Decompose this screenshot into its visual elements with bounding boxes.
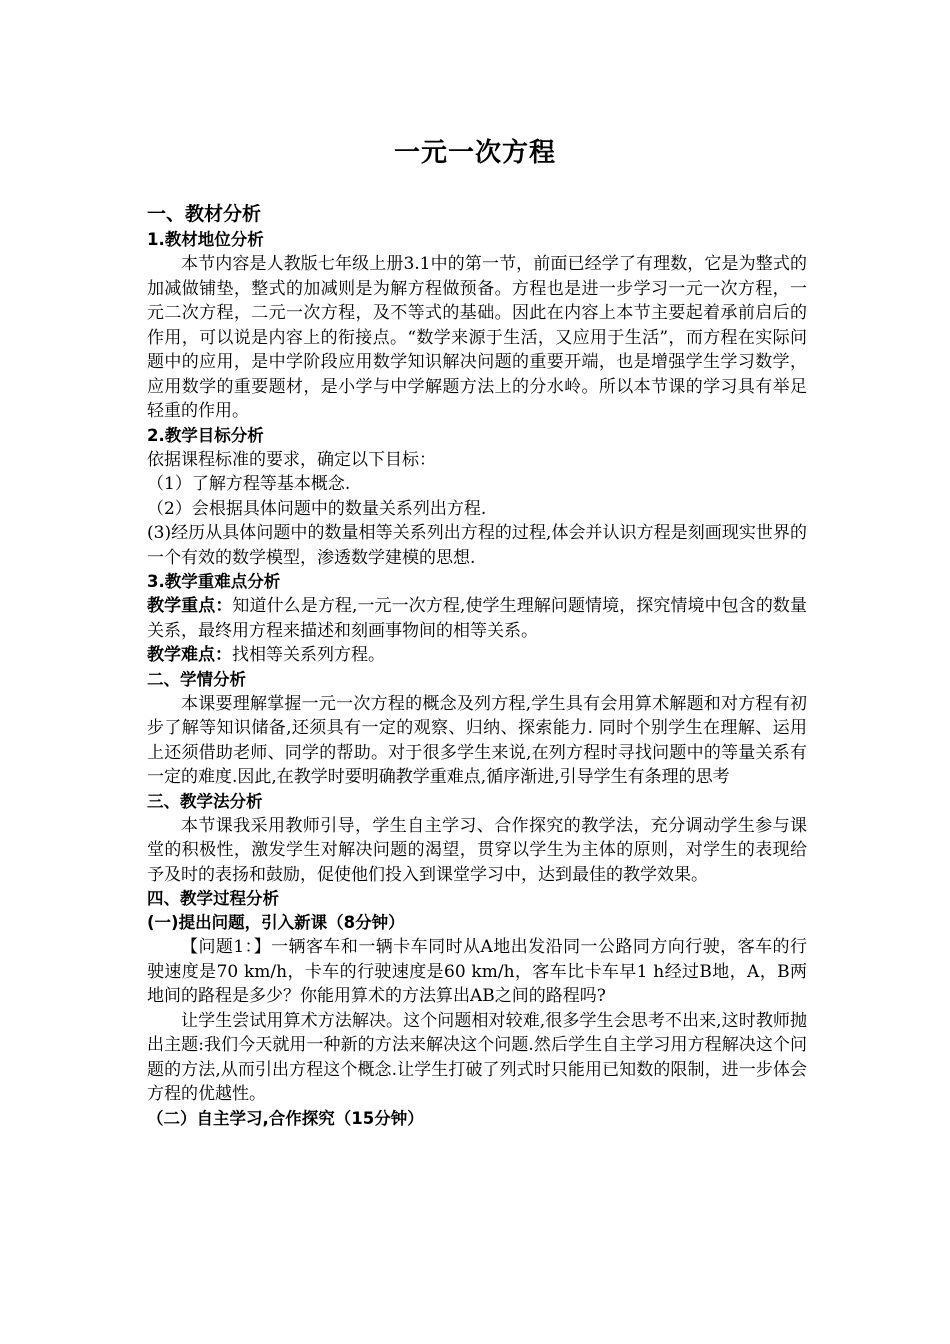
- paragraph-problem-1: [147, 935, 807, 1009]
- key-point-label: 教学重点：: [147, 596, 233, 616]
- paragraph-student-analysis: 本课要理解掌握一元一次方程的概念及列方程,学生具有会用算术解题和对方程有初步了解等知识储备,还须具有一定的观察、归纳、探索能力. 同时个别学生在理解、运用上还须借助老师、同学的帮助。对于很多学生来说,在列方程时寻找问题中的等量关系有一定的难度.因此,在教学时要明确教学重难点,循序渐进,引导学生有条理的思考: [147, 693, 807, 787]
- document-title: 一元一次方程: [393, 138, 556, 168]
- paragraph-textbook-position: 本节内容是人教版七年级上册3.1中的第一节，前面已经学了有理数，它是为整式的加减做铺垫，整式的加减则是为解方程做预备。方程也是进一步学习一元一次方程，一元二次方程，二元一次方程，及不等式的基础。因此在内容上本节主要起着承前启后的作用，可以说是内容上的衔接点。“数学来源于生活，又应用于生活”，而方程在实际问题中的应用，是中学阶段应用数学知识解决问题的重要开端，也是增强学生学习数学，应用数学的重要题材，是小学与中学解题方法上的分水岭。所以本节课的学习具有举足轻重的作用。: [147, 254, 807, 421]
- section-heading-process-analysis: 四、教学过程分析: [147, 889, 279, 908]
- paragraph-key-point: [147, 594, 807, 643]
- goal-item-1: （1）了解方程等基本概念.: [147, 474, 351, 494]
- section-heading-textbook-analysis: 一、教材分析: [147, 203, 262, 225]
- subheading-key-difficult-points: 3.教学重难点分析: [147, 572, 281, 591]
- paragraph-part-1-explanation: 让学生尝试用算术方法解决。这个问题相对较难,很多学生会思考不出来,这时教师抛出主题:我们今天就用一种新的方法来解决这个问题.然后学生自主学习用方程解决这个问题的方法,从而引出方程这个概念.让学生打破了列式时只能用已知数的限制，进一步体会方程的优越性。: [147, 1010, 807, 1104]
- subheading-textbook-position: 1.教材地位分析: [147, 230, 264, 249]
- goal-item-2: （2）会根据具体问题中的数量关系列出方程.: [147, 498, 487, 519]
- difficult-point-text: 找相等关系列方程。: [232, 645, 385, 665]
- paragraph-difficult-point: [147, 643, 807, 668]
- section-heading-student-analysis: 二、学情分析: [147, 669, 246, 689]
- paragraph-method-analysis: 本节课我采用教师引导，学生自主学习、合作探究的教学法，充分调动学生参与课堂的积极性，激发学生对解决问题的渴望，贯穿以学生为主体的原则，对学生的表现给予及时的表扬和鼓励，促使他们投入到课堂学习中，达到最佳的教学效果。: [147, 815, 807, 885]
- subheading-part-2: （二）自主学习,合作探究（15分钟）: [147, 1108, 424, 1128]
- subheading-part-1: (一)提出问题，引入新课（8分钟）: [147, 913, 405, 932]
- paragraph-goals-intro: 依据课程标准的要求，确定以下目标：: [147, 449, 436, 470]
- document-body: [147, 200, 807, 1131]
- problem-1-label: 【问题1：】: [181, 937, 272, 957]
- goal-item-3: (3)经历从具体问题中的数量相等关系列出方程的过程,体会并认识方程是刻画现实世界的一个有效的数学模型，渗透数学建模的思想.: [147, 523, 807, 568]
- section-heading-method-analysis: 三、教学法分析: [147, 791, 263, 811]
- difficult-point-label: 教学难点：: [147, 645, 232, 665]
- subheading-teaching-goals: 2.教学目标分析: [147, 425, 264, 445]
- key-point-text: 知道什么是方程,一元一次方程,使学生理解问题情境，探究情境中包含的数量关系，最终用方程来描述和刻画事物间的相等关系。: [147, 596, 808, 641]
- problem-1-text: 一辆客车和一辆卡车同时从A地出发沿同一公路同方向行驶，客车的行驶速度是70 km/h，卡车的行驶速度是60 km/h，客车比卡车早1 h经过B地，A，B两地间的路程是多少？你能用算术的方法算出AB之间的路程吗?: [147, 937, 807, 1006]
